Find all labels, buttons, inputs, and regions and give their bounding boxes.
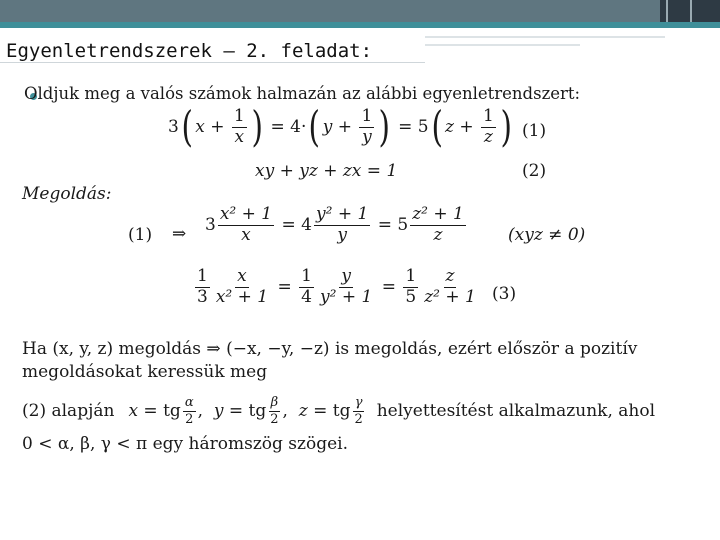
intro-text: Oldjuk meg a valós számok halmazán az alábbi egyenletrendszert:	[24, 84, 581, 103]
title-underline	[0, 62, 425, 63]
coef-4: 4	[290, 117, 301, 137]
eq1-x: x	[195, 117, 205, 137]
solution-heading: Megoldás:	[22, 184, 112, 204]
eq2-label: (2)	[522, 161, 547, 181]
frac-1-over-z: $\frac{1}{z}$	[482, 105, 494, 147]
frac-beta-over-2: $\frac{\beta}{2}$	[270, 395, 279, 427]
frac-gamma-over-2: $\frac{\gamma}{2}$	[354, 395, 363, 427]
paragraph-2-line2: 0 < α, β, γ < π egy háromszög szögei.	[22, 434, 348, 454]
frac-x-over-x2p1: $\frac{x}{\text{x² + 1}}$	[215, 266, 269, 307]
frac-alpha-over-2: $\frac{\alpha}{2}$	[184, 395, 194, 427]
step1-label: (1)	[128, 225, 153, 245]
equation-step1: 3 $\frac{\text{x² + 1}}{x}$ = 4 $\frac{\text{y² + 1}}{y}$ = 5 $\frac{\text{z² + 1}}{z}$	[205, 204, 464, 245]
frac-1-over-x: $\frac{1}{x}$	[233, 105, 245, 147]
eq1-label: (1)	[522, 121, 547, 141]
p2-label: (2) alapján	[22, 401, 115, 422]
p2-tail: helyettesítést alkalmazunk, ahol	[376, 401, 656, 422]
slide-title: Egyenletrendszerek – 2. feladat:	[6, 40, 373, 62]
frac-x2p1-over-x: $\frac{\text{x² + 1}}{x}$	[219, 204, 273, 245]
paragraph-2-line1: (2) alapján x = tg $\frac{\alpha}{2}$ , y = tg $\frac{\beta}{2}$ , z = tg $\frac{\gamma}{2}$ helyettesítést alkalmazunk, ahol	[22, 395, 656, 427]
frac-y2p1-over-y: $\frac{\text{y² + 1}}{y}$	[316, 204, 369, 245]
frac-z-over-z2p1: $\frac{z}{\text{z² + 1}}$	[424, 266, 476, 307]
frac-z2p1-over-z: $\frac{\text{z² + 1}}{z}$	[412, 204, 464, 245]
top-bar	[0, 0, 720, 22]
implies-arrow: ⇒	[172, 224, 187, 244]
equation-step3: $\frac{1}{3}$ $\frac{x}{\text{x² + 1}}$ = $\frac{1}{4}$ $\frac{y}{\text{y² + 1}}$ = $\frac{1}{5}$ $\frac{z}{\text{z² + 1}}$	[197, 266, 476, 307]
paragraph-1-line1: Ha (x, y, z) megoldás ⇒ (−x, −y, −z) is megoldás, ezért először a pozitív	[22, 339, 638, 359]
equation-2: xy + yz + zx = 1	[255, 161, 398, 181]
eq1-z: z	[444, 117, 454, 137]
equation-1: 3 ( x + $\frac{1}{x}$ ) = 4 · ( y + $\frac{1}{y}$ ) = 5 ( z + $\frac{1}{z}$ )	[168, 102, 512, 151]
coef-3: 3	[168, 117, 179, 137]
top-bar-corner	[660, 0, 720, 22]
step3-label: (3)	[492, 284, 517, 304]
frac-1-over-y: $\frac{1}{y}$	[361, 105, 373, 147]
paragraph-1-line2: megoldásokat keressük meg	[22, 362, 268, 382]
eq1-y: y	[322, 117, 333, 137]
title-rule-lower	[425, 44, 580, 46]
title-rule-upper	[425, 36, 665, 38]
condition-xyz: (xyz ≠ 0)	[508, 225, 586, 245]
frac-y-over-y2p1: $\frac{y}{\text{y² + 1}}$	[320, 266, 373, 307]
coef-5: 5	[417, 117, 429, 137]
accent-stripe	[0, 22, 720, 28]
